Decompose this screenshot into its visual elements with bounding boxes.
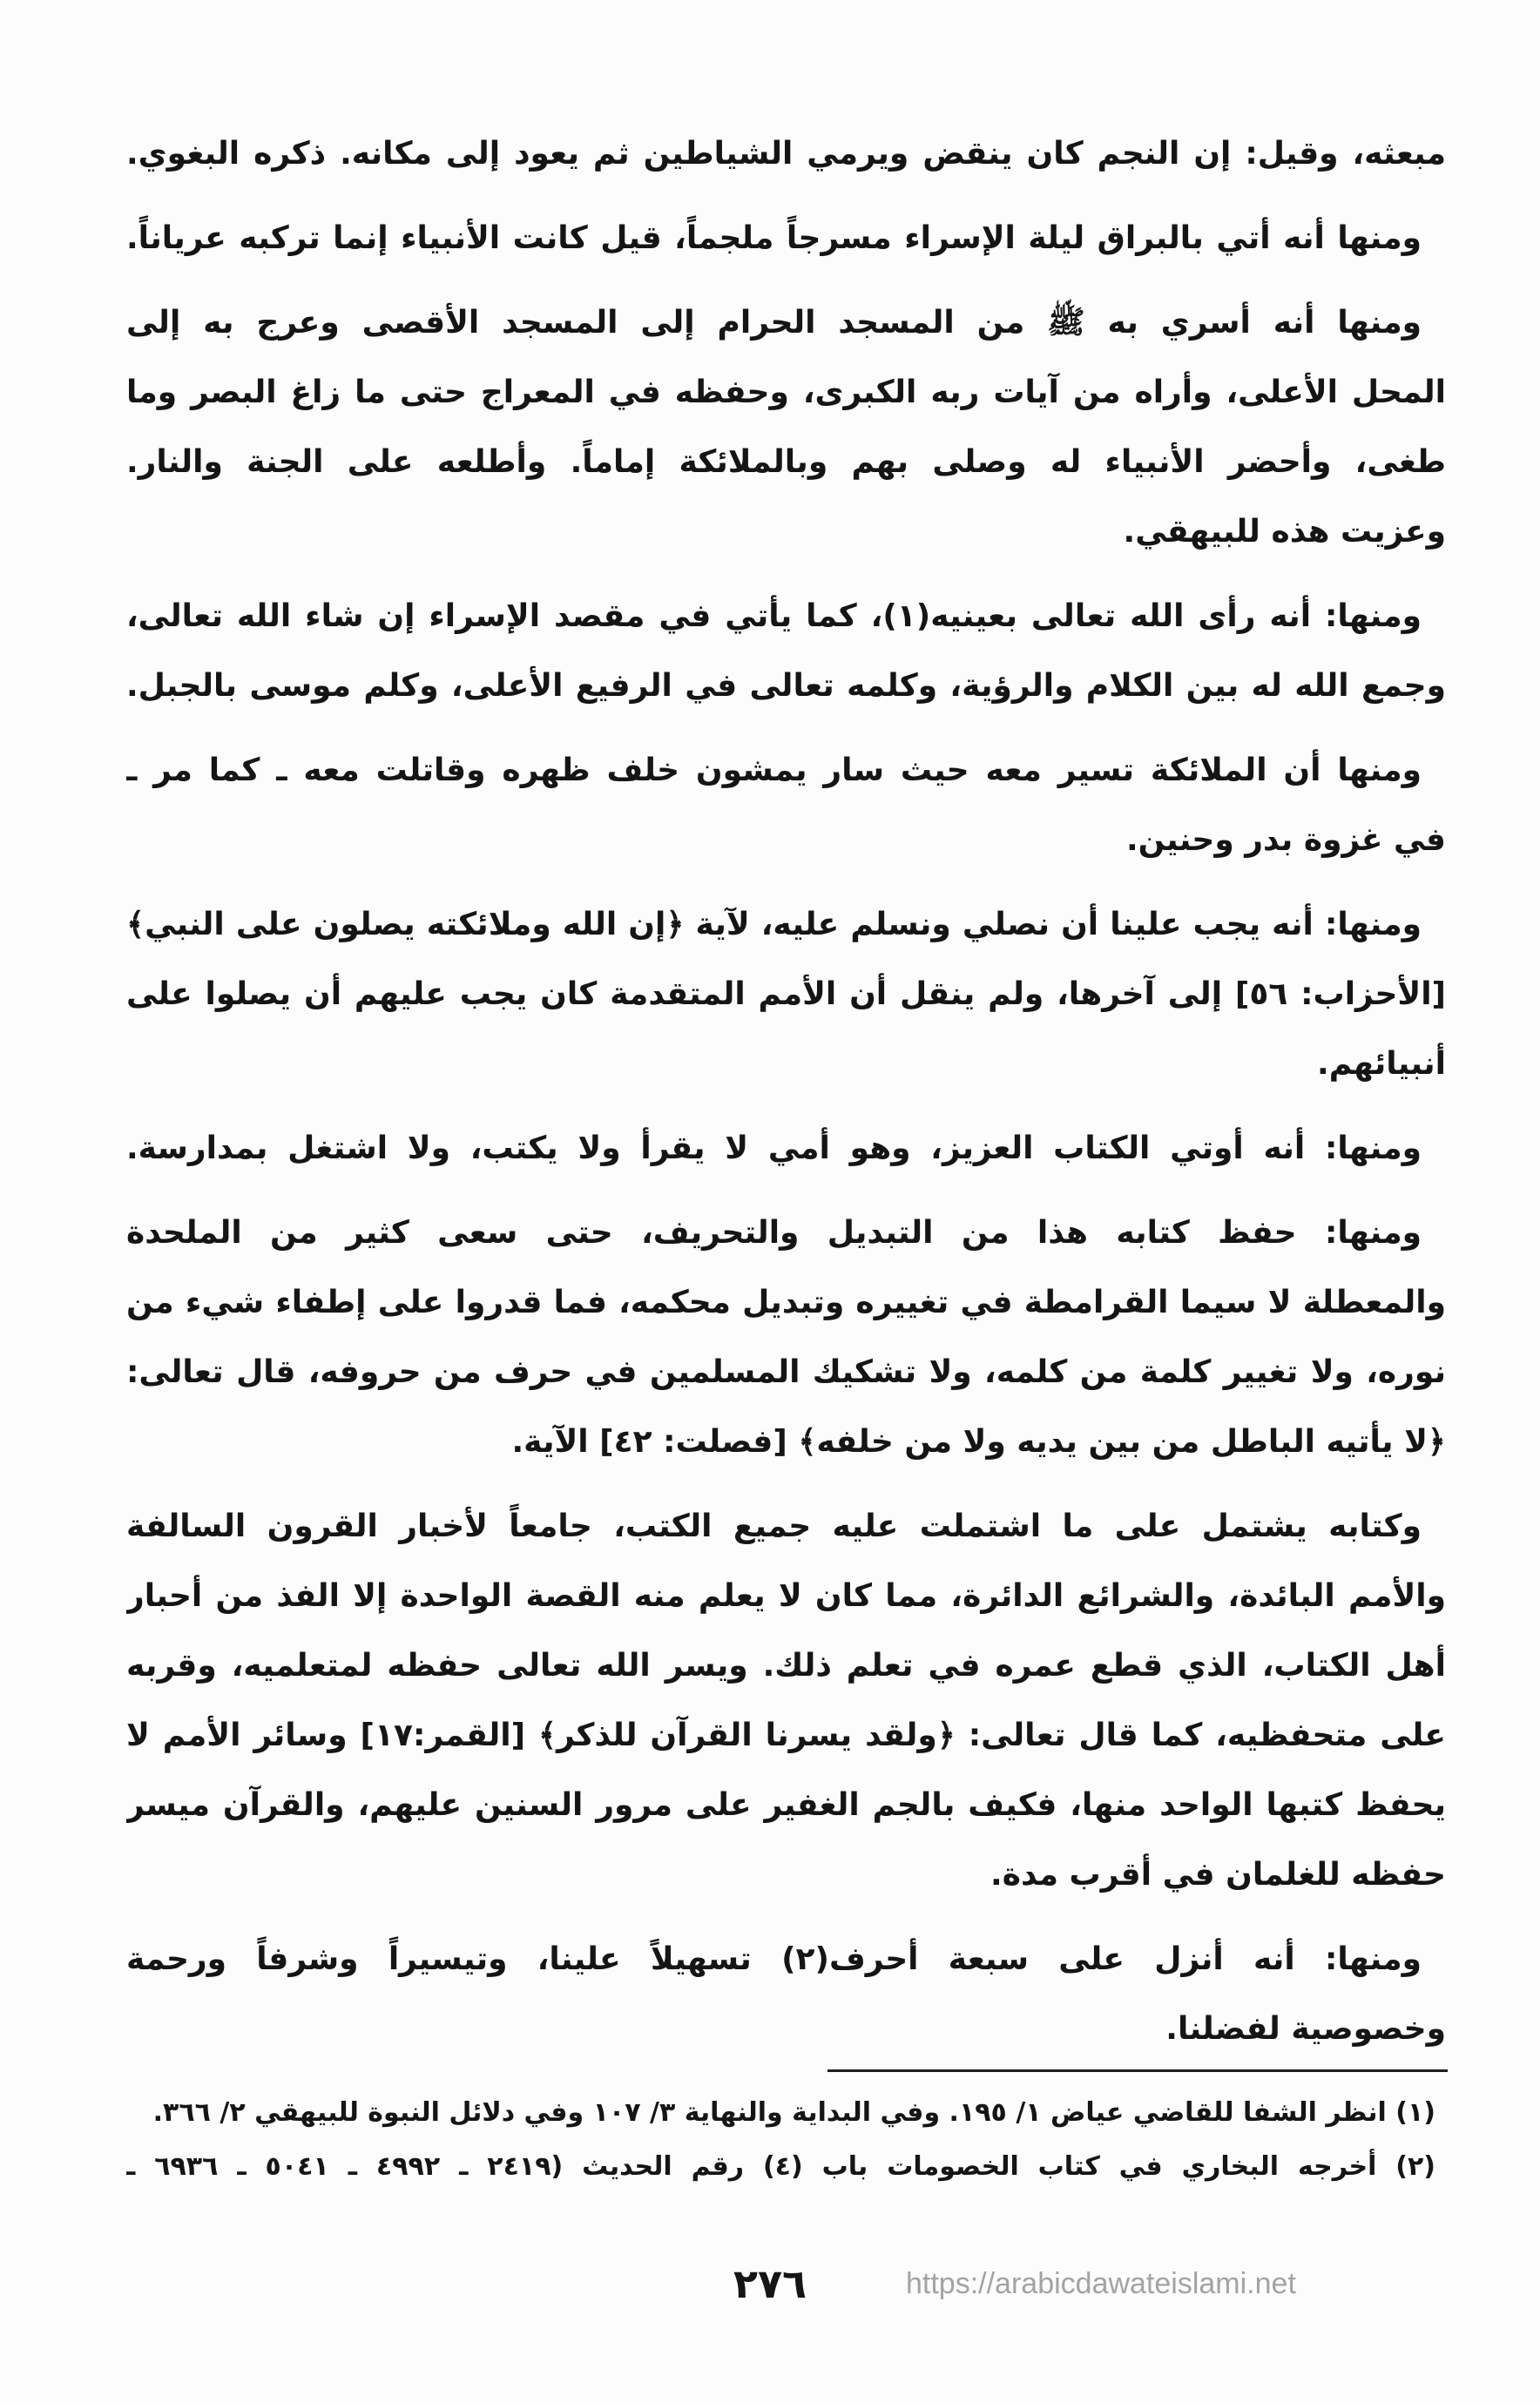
text-line: على متحفظيه، كما قال تعالى: ﴿ولقد يسرنا القرآن للذكر﴾ [القمر:١٧] وسائر الأمم لا <box>126 1718 1446 1753</box>
text-line: المحل الأعلى، وأراه من آيات ربه الكبرى، وحفظه في المعراج حتى ما زاغ البصر وما <box>126 375 1446 410</box>
text-line: ومنها أنه أسري به ﷺ من المسجد الحرام إلى المسجد الأقصى وعرج به إلى <box>126 305 1422 341</box>
paragraph <box>126 1492 1446 1910</box>
text-line: والمعطلة لا سيما القرامطة في تغييره وتبديل محكمه، فما قدروا على إطفاء شيء من <box>126 1285 1446 1320</box>
text-line: ومنها: أنه أنزل على سبعة أحرف(٢) تسهيلاً علينا، وتيسيراً وشرفاً ورحمة <box>126 1941 1422 1977</box>
paragraph <box>126 1198 1446 1477</box>
text-line: ومنها: أنه رأى الله تعالى بعينيه(١)، كما يأتي في مقصد الإسراء إن شاء الله تعالى، <box>126 598 1422 634</box>
paragraph <box>126 204 1446 273</box>
footnotes <box>126 2086 1435 2194</box>
footnote-separator <box>827 2069 1448 2072</box>
text-line: ومنها أن الملائكة تسير معه حيث سار يمشون خلف ظهره وقاتلت معه ـ كما مر ـ <box>126 753 1422 788</box>
paragraph <box>126 1114 1446 1184</box>
text-line: يحفظ كتبها الواحد منها، فكيف بالجم الغفير على مرور السنين عليهم، والقرآن ميسر <box>126 1787 1446 1823</box>
text-line: ومنها أنه أتي بالبراق ليلة الإسراء مسرجاً ملجماً، قيل كانت الأنبياء إنما تركبه عرياناً. <box>126 220 1422 256</box>
text-line: وجمع الله له بين الكلام والرؤية، وكلمه تعالى في الرفيع الأعلى، وكلم موسى بالجبل. <box>126 668 1446 704</box>
main-text <box>126 119 1446 2064</box>
text-line: وكتابه يشتمل على ما اشتملت عليه جميع الكتب، جامعاً لأخبار القرون السالفة <box>126 1509 1422 1544</box>
text-line: وخصوصية لفضلنا. <box>1165 2011 1446 2047</box>
paragraph <box>126 119 1446 189</box>
text-line: أنبيائهم. <box>1317 1046 1446 1082</box>
page-number: ٢٧٦ <box>733 2260 807 2307</box>
footnote: (٢) أخرجه البخاري في كتاب الخصومات باب (٤) رقم الحديث (٢٤١٩ ـ ٤٩٩٢ ـ ٥٠٤١ ـ ٦٩٣٦ ـ <box>126 2151 1435 2182</box>
text-line: ﴿لا يأتيه الباطل من بين يديه ولا من خلفه﴾ [فصلت: ٤٢] الآية. <box>511 1424 1446 1460</box>
text-line: مبعثه، وقيل: إن النجم كان ينقض ويرمي الشياطين ثم يعود إلى مكانه. ذكره البغوي. <box>126 136 1446 172</box>
text-line: ومنها: حفظ كتابه هذا من التبديل والتحريف، حتى سعى كثير من الملحدة <box>126 1215 1422 1251</box>
text-line: طغى، وأحضر الأنبياء له وصلى بهم وبالملائكة إماماً. وأطلعه على الجنة والنار. <box>126 444 1446 480</box>
footnote: (١) انظر الشفا للقاضي عياض ١/ ١٩٥. وفي البداية والنهاية ٣/ ١٠٧ وفي دلائل النبوة للبيهقي ٢/ ٣٦٦. <box>152 2097 1435 2128</box>
paragraph <box>126 582 1446 721</box>
text-line: حفظه للغلمان في أقرب مدة. <box>990 1857 1446 1893</box>
paragraph <box>126 736 1446 875</box>
text-line: في غزوة بدر وحنين. <box>1125 822 1446 858</box>
paragraph <box>126 1925 1446 2064</box>
text-line: ومنها: أنه يجب علينا أن نصلي ونسلم عليه، لآية ﴿إن الله وملائكته يصلون على النبي﴾ <box>126 907 1422 942</box>
text-line: [الأحزاب: ٥٦] إلى آخرها، ولم ينقل أن الأمم المتقدمة كان يجب عليهم أن يصلوا على <box>126 976 1446 1012</box>
paragraph <box>126 288 1446 567</box>
text-line: والأمم البائدة، والشرائع الدائرة، مما كان لا يعلم منه القصة الواحدة إلا الفذ من أحبار <box>126 1578 1446 1614</box>
text-line: أهل الكتاب، الذي قطع عمره في تعلم ذلك. ويسر الله تعالى حفظه لمتعلميه، وقربه <box>126 1648 1446 1684</box>
text-line: وعزيت هذه للبيهقي. <box>1123 514 1446 550</box>
text-line: نوره، ولا تغيير كلمة من كلمه، ولا تشكيك المسلمين في حرف من حروفه، قال تعالى: <box>126 1354 1446 1390</box>
text-line: ومنها: أنه أوتي الكتاب العزيز، وهو أمي لا يقرأ ولا يكتب، ولا اشتغل بمدارسة. <box>126 1131 1422 1166</box>
paragraph <box>126 890 1446 1099</box>
watermark-url: https://arabicdawateislami.net <box>906 2267 1296 2300</box>
